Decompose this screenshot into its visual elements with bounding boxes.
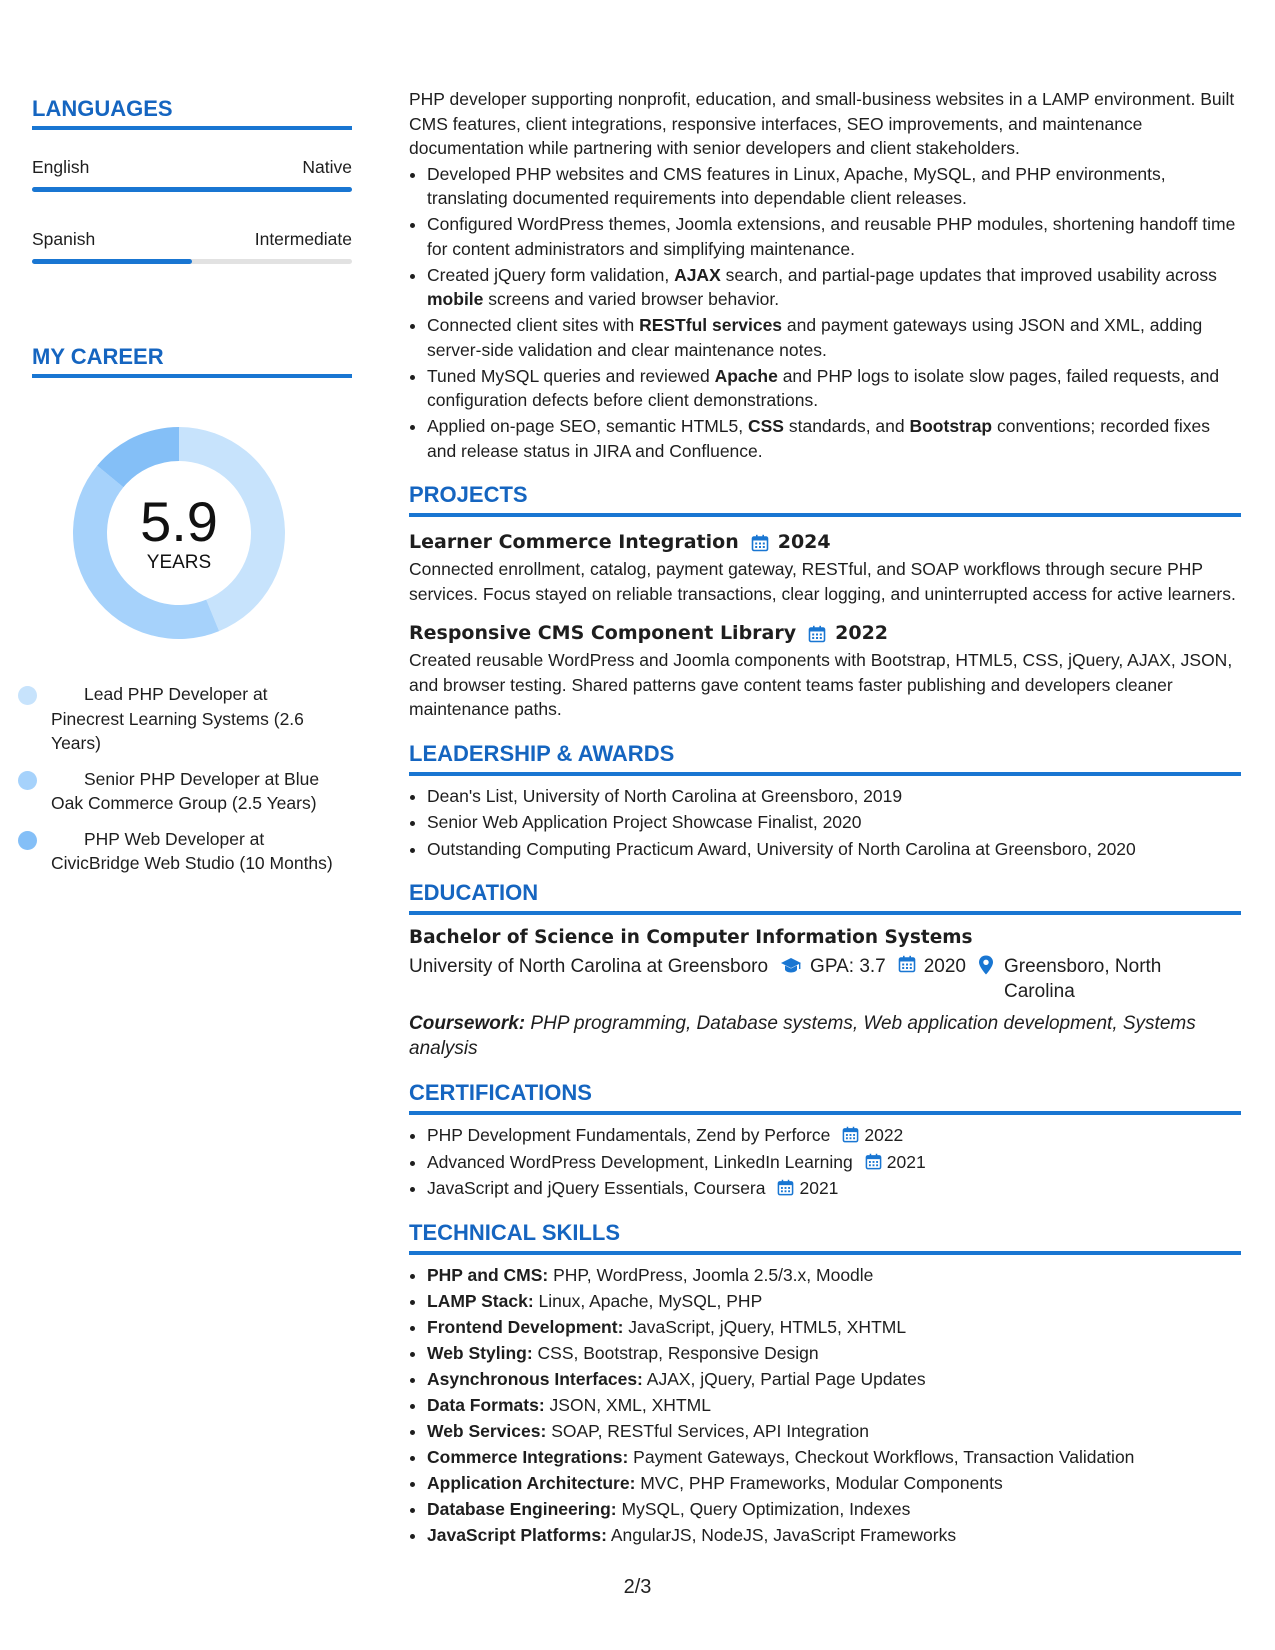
coursework-text: PHP programming, Database systems, Web application development, Systems analysis [409,1013,1196,1059]
career-donut-chart [66,420,292,646]
bold-keyword: AJAX [674,264,721,285]
certification-item [427,1123,1241,1148]
summary-bullet [427,414,1241,463]
education-title: EDUCATION [409,880,1241,915]
skill-item [427,1393,1241,1418]
skill-value: JSON, XML, XHTML [544,1394,711,1415]
bullet-text: and PHP logs to isolate slow pages, failed requests, and configuration defects before client demonstrations. [427,365,1220,410]
project-year: 2024 [777,531,831,553]
certification-year: 2021 [886,1151,926,1172]
skill-value: MySQL, Query Optimization, Indexes [616,1498,911,1519]
skill-value: AngularJS, NodeJS, JavaScript Frameworks [606,1524,957,1545]
bullet-text: conventions; recorded fixes and release status in JIRA and Confluence. [427,416,1211,461]
calendar-icon [898,955,916,975]
bullet-text: Developed PHP websites and CMS features in Linux, Apache, MySQL, and PHP environments, translating documented requirements into dependable client releases. [427,163,1166,208]
project-name: Responsive CMS Component Library [409,622,797,644]
career-list [32,682,341,876]
skills-list [409,1263,1241,1548]
bold-keyword: Bootstrap [909,416,993,436]
career-item [51,767,341,816]
certification-name: PHP Development Fundamentals, Zend by Perforce [427,1125,831,1145]
education-location: Greensboro, North Carolina [1004,956,1162,1002]
summary-bullet [427,263,1241,312]
skill-label: Data Formats: [427,1394,545,1415]
summary-bullets [409,162,1241,464]
skill-item [427,1523,1241,1548]
career-label: Lead PHP Developer at Pinecrest Learning Systems (2.6 Years) [51,684,304,753]
certification-year: 2021 [799,1178,839,1198]
skill-value: AJAX, jQuery, Partial Page Updates [642,1368,926,1389]
calendar-icon [751,533,769,551]
bold-keyword: RESTful services [639,315,783,335]
language-row [32,228,352,250]
career-total-unit: YEARS [146,552,212,573]
skill-label: PHP and CMS: [427,1264,549,1285]
graduation-cap-icon [780,955,802,975]
language-name: English [32,157,90,177]
skill-value: SOAP, RESTful Services, API Integration [546,1420,869,1441]
bullet-text: screens and varied browser behavior. [483,289,780,309]
education-institution: University of North Carolina at Greensboro [409,956,769,977]
summary-bullet [427,162,1241,211]
skill-item [427,1497,1241,1522]
skill-item [427,1341,1241,1366]
project-heading [409,529,1241,555]
projects-section [409,482,1241,722]
skill-label: Asynchronous Interfaces: [427,1368,643,1389]
leadership-title: LEADERSHIP & AWARDS [409,741,1241,776]
skill-value: CSS, Bootstrap, Responsive Design [532,1342,819,1363]
career-total-value: 5.9 [140,490,218,553]
certification-name: JavaScript and jQuery Essentials, Coursera [427,1178,766,1198]
skill-value: Payment Gateways, Checkout Workflows, Transaction Validation [628,1446,1135,1467]
bullet-text: Applied on-page SEO, semantic HTML5, [427,416,748,436]
summary-bullet [427,364,1241,413]
skill-label: LAMP Stack: [427,1290,534,1311]
education-degree: Bachelor of Science in Computer Information Systems [409,927,973,948]
skill-label: Commerce Integrations: [427,1446,629,1467]
skill-label: JavaScript Platforms: [427,1524,607,1545]
summary-text: PHP developer supporting nonprofit, education, and small-business websites in a LAMP environment. Built CMS features, client integrations, responsive interfaces, SEO improvements, and maintenance documentation while partnering with senior developers and client stakeholders. [409,89,1235,158]
list-item: • Senior Web Application Project Showcase Finalist, 2020 [427,810,1241,835]
left-column [32,96,352,887]
education-year: 2020 [923,956,967,977]
bold-keyword: mobile [427,289,484,309]
career-item [51,682,341,756]
summary-bullet [427,212,1241,261]
certifications-title: CERTIFICATIONS [409,1080,1241,1115]
donut-center [66,420,292,646]
education-details [409,955,1241,1004]
summary-bullet [427,313,1241,362]
skill-label: Web Styling: [427,1342,533,1363]
career-title: MY CAREER [32,344,352,378]
career-label: Senior PHP Developer at Blue Oak Commerce Group (2.5 Years) [51,768,320,813]
skill-item [427,1445,1241,1470]
project-heading [409,620,1241,646]
bullet-text: standards, and [783,416,910,436]
project-year: 2022 [835,622,889,644]
bullet-text: Connected client sites with [427,315,640,335]
skill-label: Web Services: [427,1420,547,1441]
project-name: Learner Commerce Integration [409,531,739,553]
skills-title: TECHNICAL SKILLS [409,1220,1241,1255]
bold-keyword: CSS [748,416,784,436]
language-bar-fill [32,259,192,264]
language-level: Native [302,157,352,177]
list-item: • Dean's List, University of North Carolina at Greensboro, 2019 [427,784,1241,809]
skill-item [427,1367,1241,1392]
list-item: • Outstanding Computing Practicum Award, University of North Carolina at Greensboro, 2020 [427,837,1241,862]
bullet-text: and payment gateways using JSON and XML, adding server-side validation and clear maintenance notes. [427,315,1203,360]
location-pin-icon [978,955,994,975]
skill-item [427,1289,1241,1314]
career-legend-dot [18,771,37,790]
leadership-section [409,741,1241,862]
bold-keyword: Apache [714,365,778,386]
certification-year: 2022 [864,1125,904,1145]
page-number: 2/3 [623,1576,652,1598]
bullet-text: Created jQuery form validation, [427,264,675,285]
education-gpa: GPA: 3.7 [810,956,886,977]
education-location-group [966,955,1200,1004]
calendar-icon [808,624,826,642]
career-label: PHP Web Developer at CivicBridge Web Studio (10 Months) [51,828,333,873]
education-section [409,880,1241,1061]
career-item [51,827,341,876]
language-bar-fill [32,187,352,192]
leadership-list [409,784,1241,862]
calendar-icon [777,1178,794,1195]
certification-name: Advanced WordPress Development, LinkedIn Learning [427,1151,853,1172]
coursework-label: Coursework: [409,1013,526,1034]
certification-item [427,1150,1241,1175]
skill-item [427,1263,1241,1288]
skill-item [427,1419,1241,1444]
language-bar [32,187,352,192]
career-legend-dot [18,831,37,850]
skill-value: PHP, WordPress, Joomla 2.5/3.x, Moodle [548,1264,874,1285]
skill-label: Application Architecture: [427,1472,636,1493]
skill-label: Frontend Development: [427,1316,624,1337]
languages-title: LANGUAGES [32,96,352,130]
skill-label: Database Engineering: [427,1498,617,1519]
skill-item [427,1315,1241,1340]
certifications-list [409,1123,1241,1201]
skills-section [409,1220,1241,1548]
project-description: Connected enrollment, catalog, payment gateway, RESTful, and SOAP workflows through secure PHP services. Focus stayed on reliable transactions, clear logging, and uninterrupted access for active learners. [409,559,1236,604]
skill-item [427,1471,1241,1496]
right-column [409,87,1241,1549]
project-description: Created reusable WordPress and Joomla components with Bootstrap, HTML5, CSS, jQuery, AJAX, JSON, and browser testing. Shared patterns gave content teams faster publishing and developers cleaner maintenance paths. [409,650,1233,719]
calendar-icon [842,1125,859,1142]
language-row [32,156,352,178]
projects-title: PROJECTS [409,482,1241,517]
career-legend-dot [18,686,37,705]
skill-value: Linux, Apache, MySQL, PHP [533,1290,763,1311]
education-coursework [409,1012,1241,1061]
bullet-text: Configured WordPress themes, Joomla extensions, and reusable PHP modules, shortening handoff time for content administrators and simplifying maintenance. [427,214,1236,259]
bullet-text: Tuned MySQL queries and reviewed [427,365,715,386]
bullet-text: search, and partial-page updates that improved usability across [720,264,1217,285]
calendar-icon [865,1152,882,1169]
language-name: Spanish [32,229,96,249]
language-level: Intermediate [254,229,352,249]
certifications-section [409,1080,1241,1201]
certification-item [427,1176,1241,1201]
language-bar [32,259,352,264]
skill-value: JavaScript, jQuery, HTML5, XHTML [623,1316,907,1337]
skill-value: MVC, PHP Frameworks, Modular Components [635,1472,1003,1493]
